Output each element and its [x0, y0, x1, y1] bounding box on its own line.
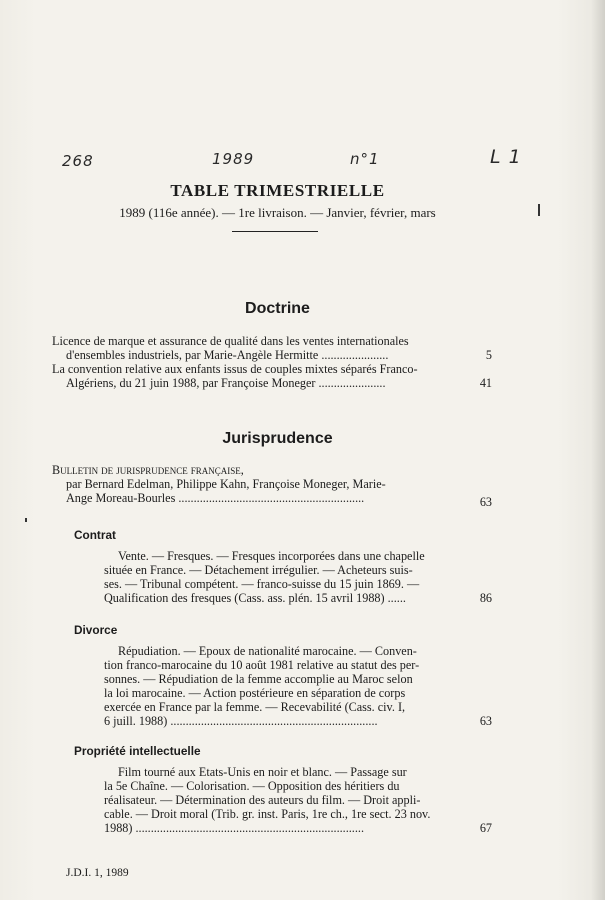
divorce-entry: [104, 644, 474, 728]
entry-text: Vente. — Fresques. — Fresques incorporées dans une chapelle: [118, 549, 425, 563]
subsection-heading-divorce: Divorce: [74, 623, 118, 637]
page-number: 41: [479, 376, 492, 390]
section-heading-jurisprudence: Jurisprudence: [222, 430, 333, 447]
page-footer: J.D.I. 1, 1989: [66, 867, 129, 879]
title-rule: [232, 231, 318, 232]
entry-text: exercée en France par la femme. — Recevabilité (Cass. civ. I,: [104, 700, 406, 714]
entry-text: Film tourné aux Etats-Unis en noir et blanc. — Passage sur: [118, 765, 407, 779]
entry-text: Qualification des fresques (Cass. ass. plén. 15 avril 1988) ......: [104, 591, 406, 605]
page-number: 5: [485, 348, 492, 362]
entry-text: par Bernard Edelman, Philippe Kahn, Françoise Moneger, Marie-: [66, 477, 386, 491]
entry-text: d'ensembles industriels, par Marie-Angèle Hermitte ......................: [66, 348, 389, 362]
propriete-entry: [104, 765, 474, 835]
handwritten-note-268: 268: [62, 152, 94, 170]
handwritten-note-l1: L 1: [490, 146, 522, 168]
entry-text: ses. — Tribunal compétent. — franco-suisse du 15 juin 1869. —: [104, 577, 420, 591]
entry-text: sonnes. — Répudiation de la femme accomplie au Maroc selon: [104, 672, 413, 686]
entry-text: cable. — Droit moral (Trib. gr. inst. Paris, 1re ch., 1re sect. 23 nov.: [104, 807, 431, 821]
entry-text: La convention relative aux enfants issus de couples mixtes séparés Franco-: [52, 362, 418, 376]
entry-text: 6 juill. 1988) ....................................................................: [104, 714, 378, 728]
entry-text: située en France. — Détachement irrégulier. — Acheteurs suis-: [104, 563, 413, 577]
page-number: 67: [479, 821, 492, 835]
page-number: 63: [479, 495, 492, 509]
section-heading-doctrine: Doctrine: [245, 300, 310, 317]
entry-text: réalisateur. — Détermination des auteurs du film. — Droit appli-: [104, 793, 421, 807]
entry-text: Licence de marque et assurance de qualité dans les ventes internationales: [52, 334, 409, 348]
entry-text: tion franco-marocaine du 10 août 1981 relative au statut des per-: [104, 658, 420, 672]
bulletin-entry: [52, 463, 472, 505]
handwritten-note-number: n°1: [350, 150, 380, 168]
entry-text: la loi marocaine. — Action postérieure en séparation de corps: [104, 686, 406, 700]
margin-dot: [25, 518, 27, 522]
entry-text: Algériens, du 21 juin 1988, par Françoise Moneger ......................: [66, 376, 386, 390]
page-title: TABLE TRIMESTRIELLE: [170, 181, 385, 200]
page-subtitle: 1989 (116e année). — 1re livraison. — Janvier, février, mars: [119, 205, 436, 220]
subsection-heading-contrat: Contrat: [74, 528, 116, 542]
doctrine-entry-1: [52, 334, 472, 362]
handwritten-note-year: 1989: [212, 150, 255, 168]
entry-text: Bulletin de jurisprudence française,: [52, 463, 244, 477]
entry-text: 1988) ...........................................................................: [104, 821, 364, 835]
doctrine-entry-2: [52, 362, 472, 390]
entry-text: Répudiation. — Epoux de nationalité marocaine. — Conven-: [118, 644, 417, 658]
entry-text: Ange Moreau-Bourles .............................................................: [66, 491, 365, 505]
page-number: 63: [479, 714, 492, 728]
subsection-heading-propriete-intellectuelle: Propriété intellectuelle: [74, 744, 201, 758]
contrat-entry: [104, 549, 474, 605]
entry-text: la 5e Chaîne. — Colorisation. — Opposition des héritiers du: [104, 779, 400, 793]
page-number: 86: [479, 591, 492, 605]
page-edge-shadow: [591, 0, 605, 900]
